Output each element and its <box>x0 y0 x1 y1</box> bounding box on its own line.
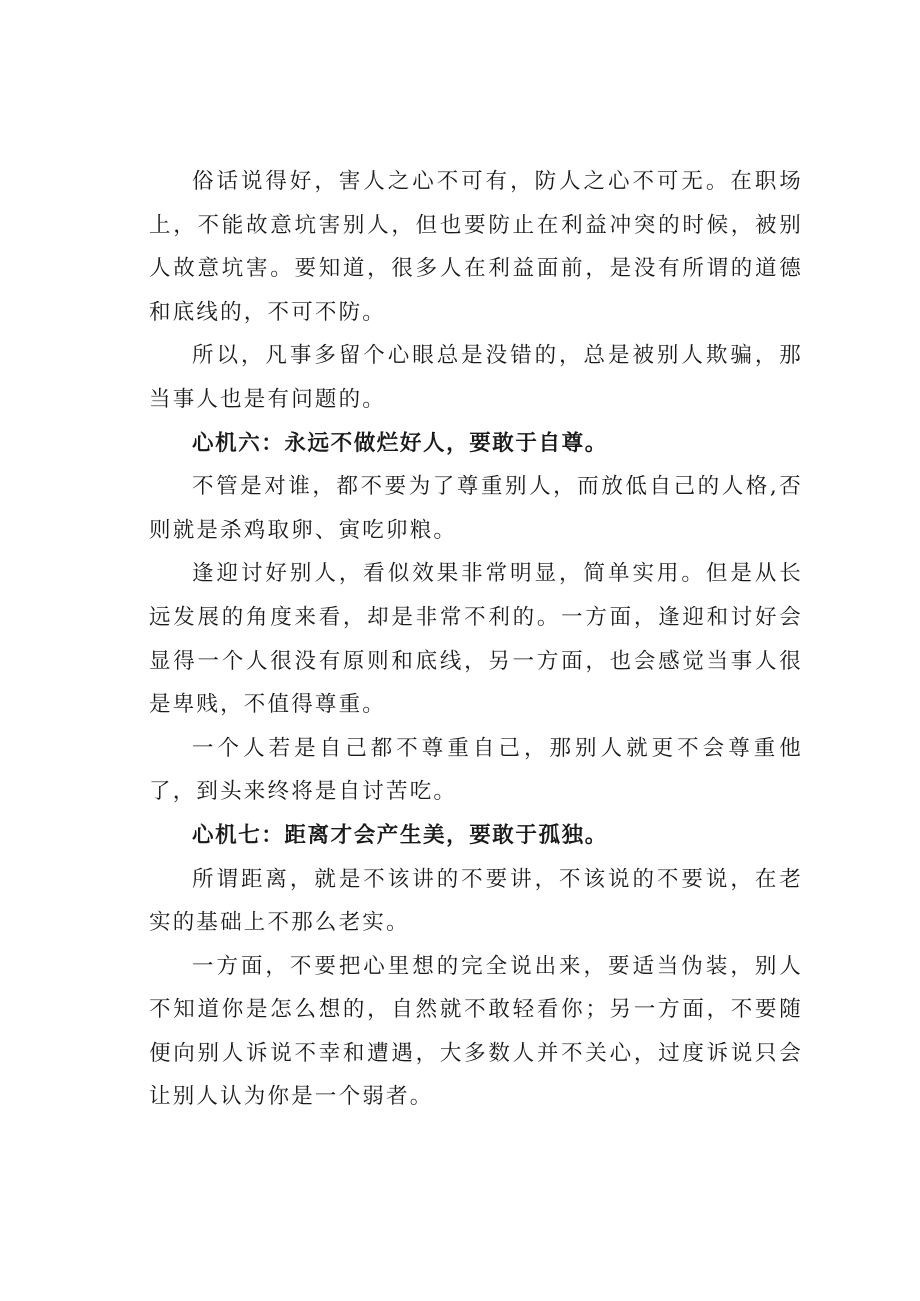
paragraph: 一个人若是自己都不尊重自己，那别人就更不会尊重他了，到头来终将是自讨苦吃。 <box>149 735 803 805</box>
paragraph: 逢迎讨好别人，看似效果非常明显，简单实用。但是从长远发展的角度来看，却是非常不利的。一方面，逢迎和讨好会显得一个人很没有原则和底线，另一方面，也会感觉当事人很是卑贱，不值得尊重。 <box>149 561 803 718</box>
paragraph: 所以，凡事多留个心眼总是没错的，总是被别人欺骗，那当事人也是有问题的。 <box>149 343 803 412</box>
paragraph: 所谓距离，就是不该讲的不要讲，不该说的不要说，在老实的基础上不那么老实。 <box>149 866 803 936</box>
section-heading: 心机六：永远不做烂好人，要敢于自尊。 <box>192 430 608 456</box>
paragraph: 一方面，不要把心里想的完全说出来，要适当伪装，别人不知道你是怎么想的，自然就不敢轻看你；另一方面，不要随便向别人诉说不幸和遭遇，大多数人并不关心，过度诉说只会让别人认为你是一个弱者。 <box>149 953 803 1110</box>
section-heading: 心机七：距离才会产生美，要敢于孤独。 <box>192 822 608 848</box>
paragraph: 俗话说得好，害人之心不可有，防人之心不可无。在职场上，不能故意坑害别人，但也要防止在利益冲突的时候，被别人故意坑害。要知道，很多人在利益面前，是没有所谓的道德和底线的，不可不防。 <box>149 169 803 325</box>
document-body <box>149 160 803 1119</box>
paragraph: 不管是对谁，都不要为了尊重别人，而放低自己的人格,否则就是杀鸡取卵、寅吃卯粮。 <box>149 474 803 543</box>
